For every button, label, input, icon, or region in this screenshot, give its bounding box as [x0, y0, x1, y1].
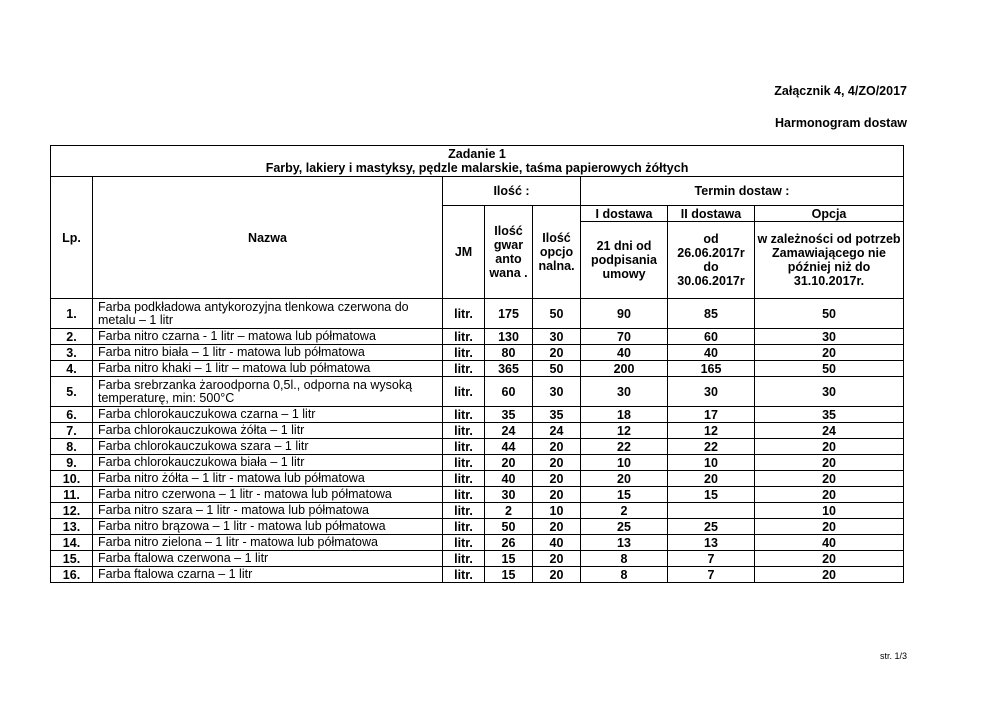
cell-opcja: 20 — [755, 519, 904, 535]
cell-dostawa2: 20 — [668, 471, 755, 487]
cell-opcjonalna: 50 — [533, 299, 581, 329]
cell-opcjonalna: 20 — [533, 455, 581, 471]
cell-dostawa1: 13 — [581, 535, 668, 551]
cell-dostawa1: 70 — [581, 329, 668, 345]
cell-dostawa1: 90 — [581, 299, 668, 329]
cell-lp: 16. — [51, 567, 93, 583]
cell-opcjonalna: 20 — [533, 567, 581, 583]
cell-opcja: 20 — [755, 471, 904, 487]
cell-dostawa2: 10 — [668, 455, 755, 471]
cell-dostawa1: 20 — [581, 471, 668, 487]
cell-opcja: 40 — [755, 535, 904, 551]
cell-opcjonalna: 20 — [533, 471, 581, 487]
cell-dostawa1: 30 — [581, 377, 668, 407]
attachment-label: Załącznik 4, 4/ZO/2017 — [774, 84, 907, 98]
cell-jm: litr. — [443, 407, 485, 423]
col-header-opcja-term: w zależności od potrzeb Zamawiającego nie później niż do 31.10.2017r. — [755, 222, 904, 299]
cell-jm: litr. — [443, 329, 485, 345]
col-header-dostawa1-term: 21 dni od podpisania umowy — [581, 222, 668, 299]
cell-opcjonalna: 20 — [533, 345, 581, 361]
cell-opcja: 20 — [755, 455, 904, 471]
cell-opcjonalna: 20 — [533, 487, 581, 503]
cell-opcja: 35 — [755, 407, 904, 423]
cell-dostawa2: 12 — [668, 423, 755, 439]
cell-dostawa2: 165 — [668, 361, 755, 377]
cell-lp: 11. — [51, 487, 93, 503]
cell-opcjonalna: 20 — [533, 519, 581, 535]
cell-nazwa: Farba ftalowa czerwona – 1 litr — [93, 551, 443, 567]
cell-gwarantowana: 50 — [485, 519, 533, 535]
cell-nazwa: Farba srebrzanka żaroodporna 0,5l., odporna na wysoką temperaturę, min: 500°C — [93, 377, 443, 407]
document-title: Harmonogram dostaw — [775, 116, 907, 130]
cell-opcja: 20 — [755, 487, 904, 503]
col-header-opcja: Opcja — [755, 206, 904, 222]
cell-opcja: 50 — [755, 361, 904, 377]
cell-opcja: 20 — [755, 567, 904, 583]
cell-nazwa: Farba nitro biała – 1 litr - matowa lub półmatowa — [93, 345, 443, 361]
table-row — [51, 487, 904, 503]
page-number: str. 1/3 — [879, 651, 907, 661]
task-header — [51, 146, 904, 177]
cell-opcjonalna: 20 — [533, 551, 581, 567]
cell-opcja: 24 — [755, 423, 904, 439]
cell-dostawa1: 18 — [581, 407, 668, 423]
col-header-dostawa1: I dostawa — [581, 206, 668, 222]
cell-nazwa: Farba chlorokauczukowa szara – 1 litr — [93, 439, 443, 455]
table-row — [51, 345, 904, 361]
cell-opcjonalna: 30 — [533, 377, 581, 407]
cell-jm: litr. — [443, 439, 485, 455]
task-title: Zadanie 1 — [448, 147, 506, 161]
cell-lp: 3. — [51, 345, 93, 361]
cell-nazwa: Farba ftalowa czarna – 1 litr — [93, 567, 443, 583]
cell-gwarantowana: 30 — [485, 487, 533, 503]
cell-jm: litr. — [443, 471, 485, 487]
cell-nazwa: Farba nitro szara – 1 litr - matowa lub półmatowa — [93, 503, 443, 519]
cell-gwarantowana: 15 — [485, 567, 533, 583]
cell-gwarantowana: 24 — [485, 423, 533, 439]
cell-jm: litr. — [443, 487, 485, 503]
cell-dostawa2: 7 — [668, 551, 755, 567]
cell-dostawa2: 40 — [668, 345, 755, 361]
cell-dostawa2: 13 — [668, 535, 755, 551]
cell-gwarantowana: 20 — [485, 455, 533, 471]
table-row — [51, 299, 904, 329]
col-header-jm: JM — [443, 206, 485, 299]
cell-dostawa1: 2 — [581, 503, 668, 519]
cell-nazwa: Farba nitro zielona – 1 litr - matowa lub półmatowa — [93, 535, 443, 551]
cell-jm: litr. — [443, 299, 485, 329]
cell-jm: litr. — [443, 535, 485, 551]
col-header-dostawa2-term: od 26.06.2017r do 30.06.2017r — [668, 222, 755, 299]
cell-dostawa1: 25 — [581, 519, 668, 535]
cell-nazwa: Farba chlorokauczukowa biała – 1 litr — [93, 455, 443, 471]
cell-jm: litr. — [443, 551, 485, 567]
col-header-nazwa: Nazwa — [93, 177, 443, 299]
cell-jm: litr. — [443, 503, 485, 519]
cell-jm: litr. — [443, 567, 485, 583]
cell-dostawa2: 17 — [668, 407, 755, 423]
cell-lp: 10. — [51, 471, 93, 487]
cell-gwarantowana: 60 — [485, 377, 533, 407]
table-row — [51, 471, 904, 487]
cell-dostawa2: 30 — [668, 377, 755, 407]
table-row — [51, 439, 904, 455]
cell-dostawa1: 40 — [581, 345, 668, 361]
cell-lp: 1. — [51, 299, 93, 329]
cell-gwarantowana: 175 — [485, 299, 533, 329]
cell-opcjonalna: 40 — [533, 535, 581, 551]
cell-opcjonalna: 10 — [533, 503, 581, 519]
cell-gwarantowana: 15 — [485, 551, 533, 567]
cell-opcjonalna: 30 — [533, 329, 581, 345]
cell-opcja: 10 — [755, 503, 904, 519]
cell-opcjonalna: 20 — [533, 439, 581, 455]
cell-dostawa1: 200 — [581, 361, 668, 377]
cell-gwarantowana: 80 — [485, 345, 533, 361]
cell-opcja: 20 — [755, 439, 904, 455]
table-row — [51, 551, 904, 567]
col-header-ilosc: Ilość : — [443, 177, 581, 206]
col-header-termin: Termin dostaw : — [581, 177, 904, 206]
cell-gwarantowana: 26 — [485, 535, 533, 551]
delivery-schedule-table — [50, 145, 904, 583]
cell-jm: litr. — [443, 345, 485, 361]
cell-dostawa1: 22 — [581, 439, 668, 455]
cell-nazwa: Farba nitro żółta – 1 litr - matowa lub półmatowa — [93, 471, 443, 487]
cell-lp: 4. — [51, 361, 93, 377]
cell-dostawa2: 60 — [668, 329, 755, 345]
cell-opcja: 20 — [755, 551, 904, 567]
cell-gwarantowana: 365 — [485, 361, 533, 377]
cell-opcja: 20 — [755, 345, 904, 361]
table-row — [51, 361, 904, 377]
cell-dostawa2: 85 — [668, 299, 755, 329]
cell-lp: 9. — [51, 455, 93, 471]
cell-gwarantowana: 40 — [485, 471, 533, 487]
cell-gwarantowana: 2 — [485, 503, 533, 519]
table-row — [51, 423, 904, 439]
cell-nazwa: Farba nitro czerwona – 1 litr - matowa lub półmatowa — [93, 487, 443, 503]
table-row — [51, 407, 904, 423]
cell-opcja: 30 — [755, 377, 904, 407]
cell-lp: 7. — [51, 423, 93, 439]
col-header-dostawa2: II dostawa — [668, 206, 755, 222]
cell-jm: litr. — [443, 377, 485, 407]
cell-gwarantowana: 44 — [485, 439, 533, 455]
cell-nazwa: Farba nitro czarna - 1 litr – matowa lub półmatowa — [93, 329, 443, 345]
col-header-opcjonalna: Ilość opcjo nalna. — [533, 206, 581, 299]
table-row — [51, 535, 904, 551]
col-header-gwarantowana: Ilość gwar anto wana . — [485, 206, 533, 299]
cell-dostawa2 — [668, 503, 755, 519]
cell-dostawa2: 15 — [668, 487, 755, 503]
cell-opcja: 30 — [755, 329, 904, 345]
cell-lp: 6. — [51, 407, 93, 423]
cell-dostawa2: 22 — [668, 439, 755, 455]
cell-dostawa1: 10 — [581, 455, 668, 471]
cell-jm: litr. — [443, 361, 485, 377]
cell-gwarantowana: 130 — [485, 329, 533, 345]
cell-opcjonalna: 50 — [533, 361, 581, 377]
cell-dostawa1: 8 — [581, 551, 668, 567]
cell-jm: litr. — [443, 423, 485, 439]
cell-lp: 8. — [51, 439, 93, 455]
cell-nazwa: Farba podkładowa antykorozyjna tlenkowa czerwona do metalu – 1 litr — [93, 299, 443, 329]
task-subtitle: Farby, lakiery i mastyksy, pędzle malarskie, taśma papierowych żółtych — [265, 161, 689, 175]
cell-nazwa: Farba nitro brązowa – 1 litr - matowa lub półmatowa — [93, 519, 443, 535]
cell-opcja: 50 — [755, 299, 904, 329]
cell-nazwa: Farba chlorokauczukowa żółta – 1 litr — [93, 423, 443, 439]
cell-dostawa1: 12 — [581, 423, 668, 439]
cell-opcjonalna: 24 — [533, 423, 581, 439]
cell-nazwa: Farba nitro khaki – 1 litr – matowa lub półmatowa — [93, 361, 443, 377]
cell-jm: litr. — [443, 519, 485, 535]
cell-dostawa1: 8 — [581, 567, 668, 583]
table-row — [51, 377, 904, 407]
cell-lp: 14. — [51, 535, 93, 551]
table-row — [51, 567, 904, 583]
cell-gwarantowana: 35 — [485, 407, 533, 423]
table-row — [51, 519, 904, 535]
col-header-lp: Lp. — [51, 177, 93, 299]
table-row — [51, 455, 904, 471]
cell-lp: 5. — [51, 377, 93, 407]
cell-jm: litr. — [443, 455, 485, 471]
cell-dostawa1: 15 — [581, 487, 668, 503]
table-row — [51, 503, 904, 519]
cell-dostawa2: 7 — [668, 567, 755, 583]
cell-lp: 12. — [51, 503, 93, 519]
cell-lp: 13. — [51, 519, 93, 535]
table-row — [51, 329, 904, 345]
cell-dostawa2: 25 — [668, 519, 755, 535]
cell-nazwa: Farba chlorokauczukowa czarna – 1 litr — [93, 407, 443, 423]
cell-lp: 15. — [51, 551, 93, 567]
cell-opcjonalna: 35 — [533, 407, 581, 423]
cell-lp: 2. — [51, 329, 93, 345]
